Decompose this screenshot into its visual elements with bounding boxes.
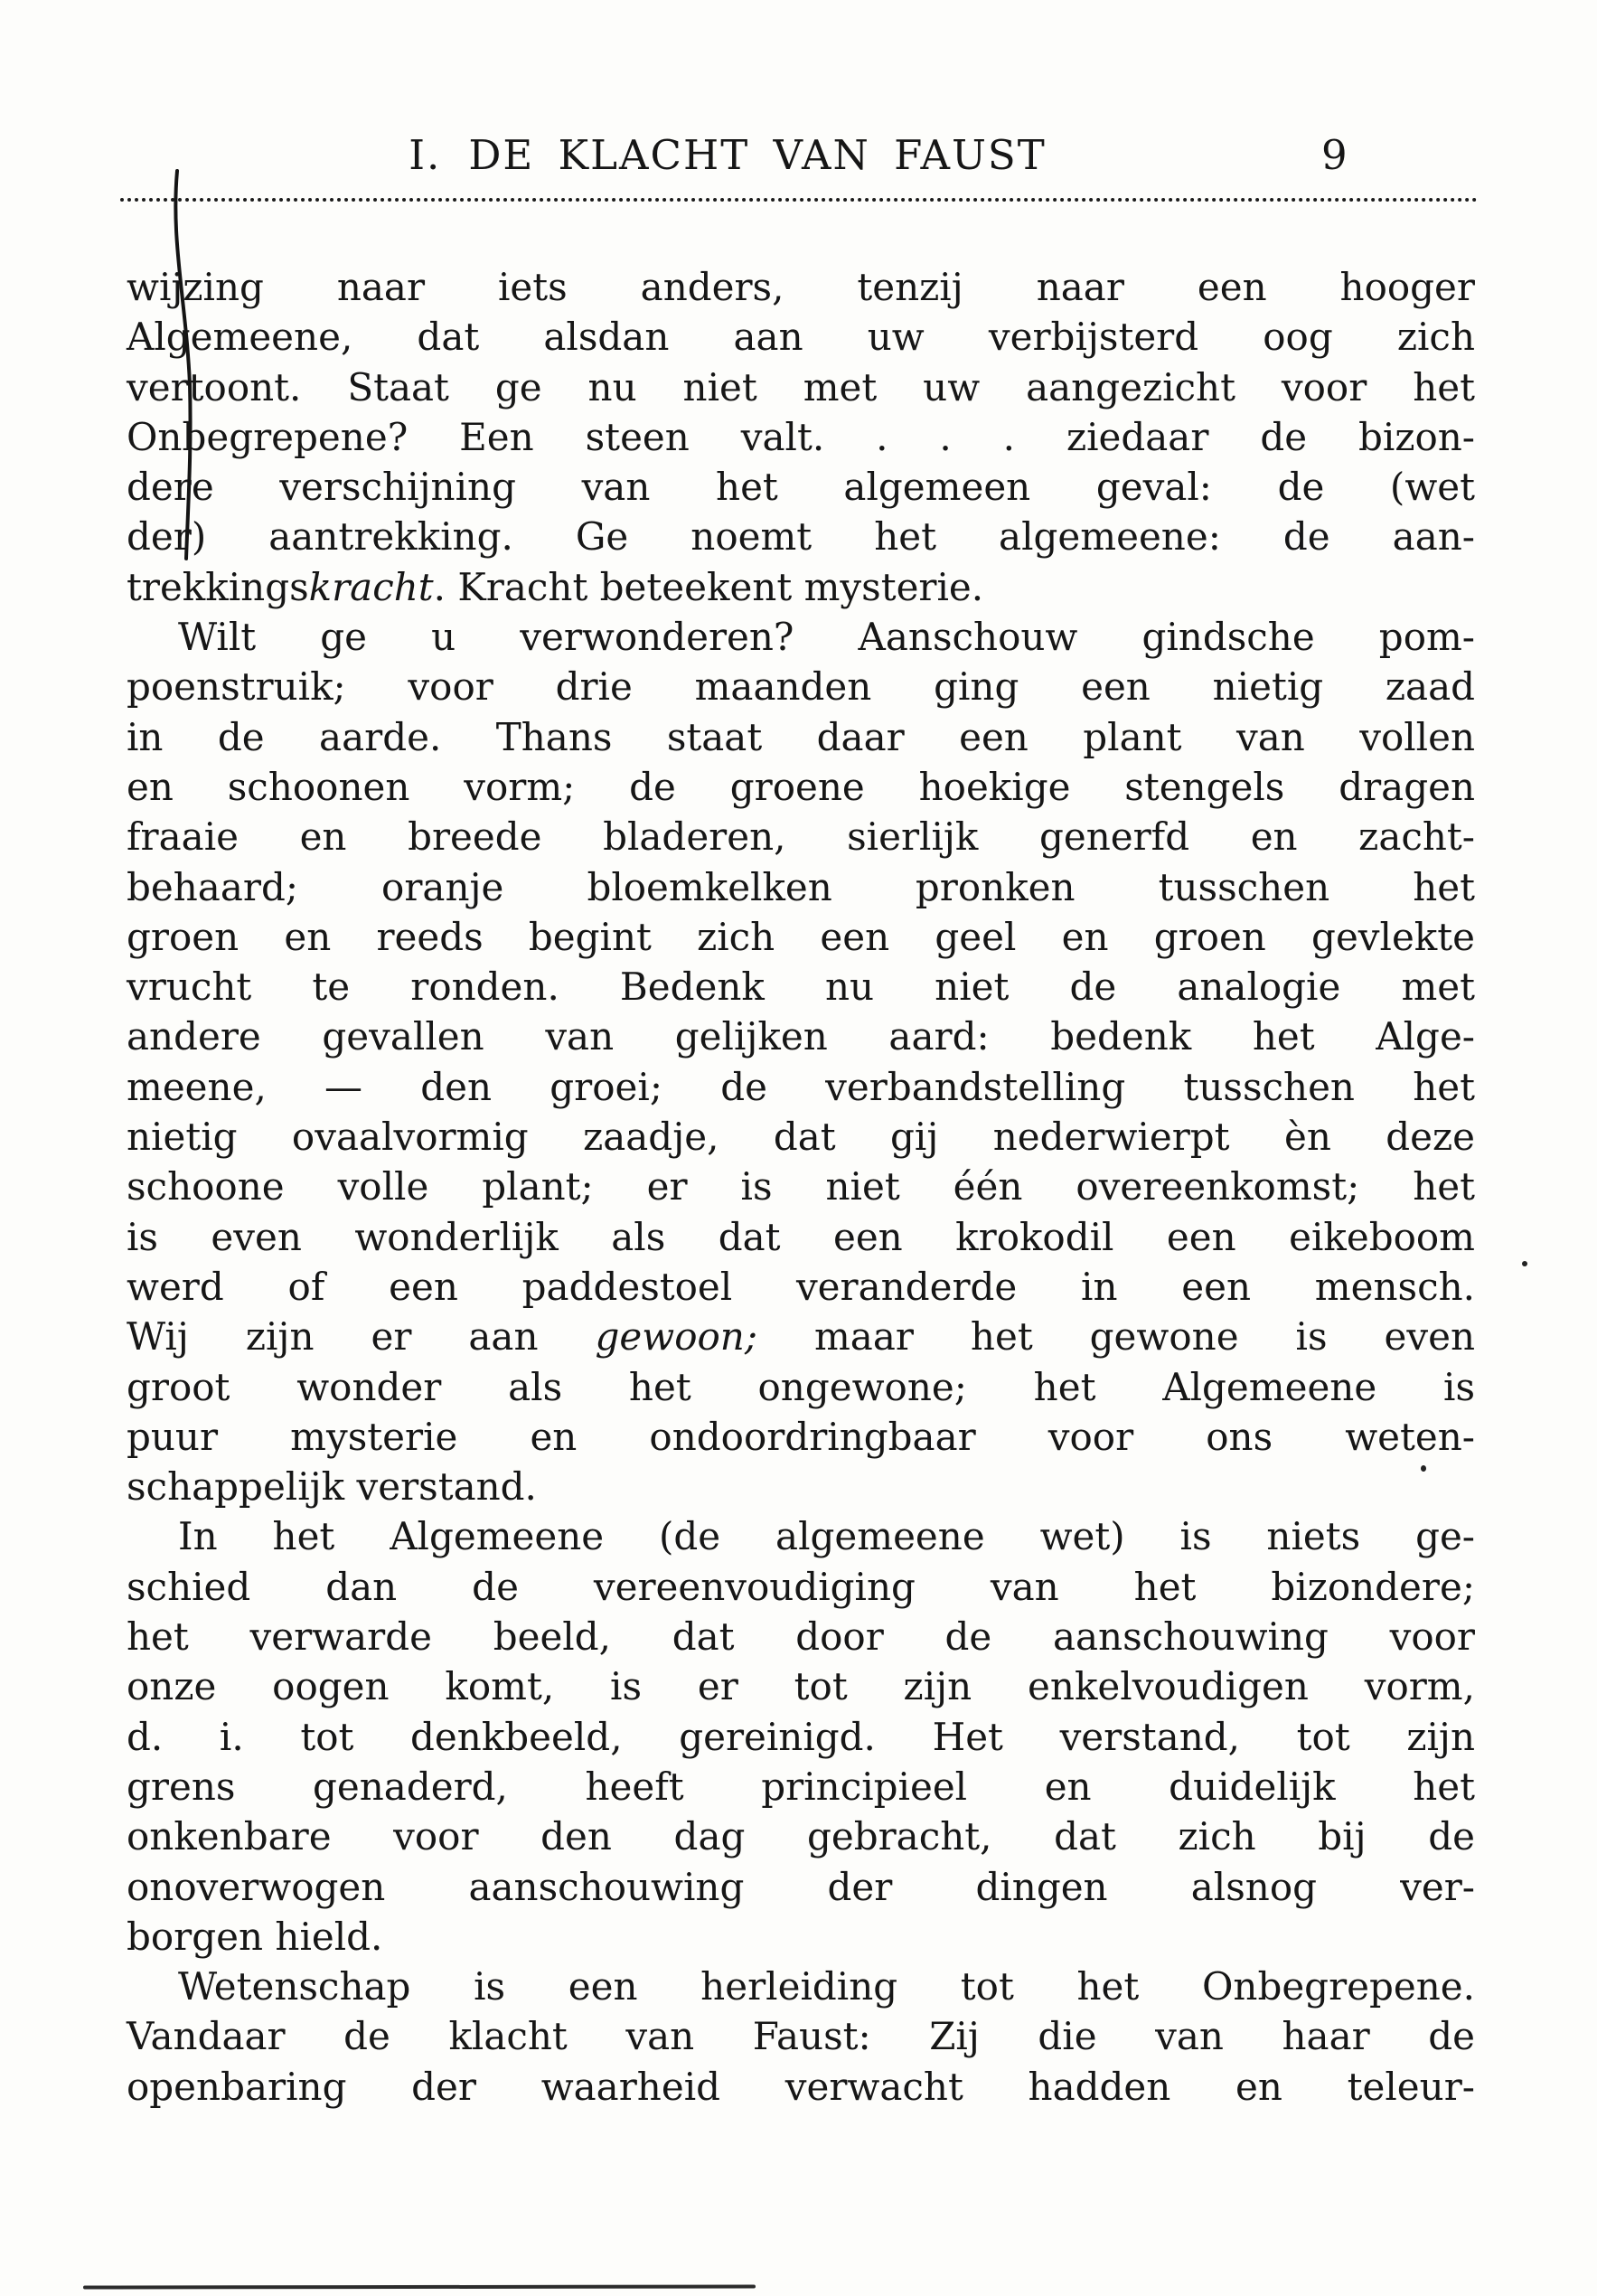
text-segment: grens genaderd, heeft principieel en duidelijk het: [127, 1764, 1475, 1809]
ink-speck: [1522, 1261, 1527, 1266]
text-line: [127, 1262, 1475, 1312]
text-line: [127, 662, 1475, 711]
page-header: [0, 132, 1455, 179]
text-segment: d. i. tot denkbeeld, gereinigd. Het verstand, tot zijn: [127, 1714, 1475, 1759]
text-segment: het verwarde beeld, dat door de aanschouwing voor: [127, 1614, 1475, 1660]
text-segment: puur mysterie en ondoordringbaar voor ons weten-: [127, 1414, 1475, 1459]
text-line: [127, 1962, 1475, 2011]
text-segment: vrucht te ronden. Bedenk nu niet de analogie met: [127, 965, 1475, 1010]
text-line: [127, 1062, 1475, 1112]
text-segment: maar het gewone is even: [756, 1314, 1475, 1360]
text-segment: onze oogen komt, is er tot zijn enkelvoudigen vorm,: [127, 1664, 1475, 1709]
text-line: [127, 1562, 1475, 1612]
text-line: [127, 1712, 1475, 1762]
text-segment: en schoonen vorm; de groene hoekige stengels dragen: [127, 764, 1475, 809]
text-segment: groen en reeds begint zich een geel en groen gevlekte: [127, 914, 1475, 959]
text-line: [127, 762, 1475, 812]
text-line: [127, 962, 1475, 1012]
body-text: [127, 262, 1475, 2112]
text-segment: Vandaar de klacht van Faust: Zij die van haar de: [127, 2014, 1475, 2059]
text-line: [127, 812, 1475, 861]
text-segment: vertoont. Staat ge nu niet met uw aangezicht voor het: [127, 364, 1475, 409]
text-line: [127, 1012, 1475, 1061]
text-segment: der) aantrekking. Ge noemt het algemeene: de aan-: [127, 514, 1475, 560]
text-segment: behaard; oranje bloemkelken pronken tusschen het: [127, 864, 1475, 909]
text-line: [127, 512, 1475, 561]
text-segment: werd of een paddestoel veranderde in een mensch.: [127, 1264, 1475, 1309]
text-segment: wijzing naar iets anders, tenzij naar een hooger: [127, 265, 1475, 309]
italic-text: kracht: [308, 564, 434, 609]
text-line: [127, 1462, 1475, 1511]
text-line: [127, 312, 1475, 362]
text-line: [127, 612, 1475, 662]
text-segment: poenstruik; voor drie maanden ging een nietig zaad: [127, 664, 1475, 710]
text-line: [127, 712, 1475, 762]
scan-artifact-line: [83, 2284, 756, 2289]
text-line: [127, 2011, 1475, 2061]
chapter-number: I.: [409, 131, 442, 179]
italic-text: gewoon;: [595, 1314, 757, 1360]
dotted-rule: [120, 198, 1478, 202]
text-line: [127, 1811, 1475, 1861]
text-segment: Algemeene, dat alsdan aan uw verbijsterd oog zich: [127, 315, 1475, 360]
chapter-title: DE KLACHT VAN FAUST: [468, 131, 1047, 179]
text-segment: groot wonder als het ongewone; het Algemeene is: [127, 1364, 1475, 1409]
text-line: [127, 1762, 1475, 1811]
text-line: [127, 1412, 1475, 1462]
text-segment: schoone volle plant; er is niet één overeenkomst; het: [127, 1164, 1475, 1209]
text-line: [127, 2062, 1475, 2112]
text-segment: andere gevallen van gelijken aard: bedenk het Alge-: [127, 1014, 1475, 1059]
text-line: [127, 1312, 1475, 1361]
text-line: [127, 1661, 1475, 1711]
text-segment: Wetenschap is een herleiding tot het Onbegrepene.: [178, 1964, 1475, 2009]
text-segment: onoverwogen aanschouwing der dingen alsnog ver-: [127, 1864, 1475, 1909]
text-segment: Wij zijn er aan: [127, 1314, 596, 1360]
text-segment: in de aarde. Thans staat daar een plant van vollen: [127, 714, 1475, 759]
text-segment: dere verschijning van het algemeen geval: de (wet: [127, 465, 1475, 510]
text-segment: In het Algemeene (de algemeene wet) is niets ge-: [178, 1514, 1475, 1559]
text-segment: schappelijk verstand.: [127, 1464, 537, 1510]
page-number: 9: [1321, 131, 1348, 179]
text-line: [127, 862, 1475, 912]
text-segment: trekkings: [127, 564, 309, 609]
text-segment: fraaie en breede bladeren, sierlijk generfd en zacht-: [127, 814, 1475, 860]
text-line: [127, 1162, 1475, 1211]
text-segment: . Kracht beteekent mysterie.: [433, 564, 984, 609]
text-line: [127, 462, 1475, 512]
text-line: [127, 1112, 1475, 1162]
text-segment: meene, — den groei; de verbandstelling tusschen het: [127, 1064, 1475, 1109]
text-segment: borgen hield.: [127, 1914, 383, 1959]
text-line: [127, 1511, 1475, 1561]
text-line: [127, 562, 1475, 612]
text-segment: schied dan de vereenvoudiging van het bizondere;: [127, 1564, 1475, 1609]
text-segment: onkenbare voor den dag gebracht, dat zich bij de: [127, 1814, 1475, 1859]
text-line: [127, 412, 1475, 462]
text-segment: Wilt ge u verwonderen? Aanschouw gindsche pom-: [178, 615, 1475, 660]
text-line: [127, 262, 1475, 312]
text-line: [127, 1912, 1475, 1962]
text-line: [127, 362, 1475, 412]
text-segment: nietig ovaalvormig zaadje, dat gij nederwierpt èn deze: [127, 1115, 1475, 1160]
text-segment: Onbegrepene? Een steen valt. . . . ziedaar de bizon-: [127, 414, 1475, 459]
text-line: [127, 912, 1475, 962]
text-segment: openbaring der waarheid verwacht hadden en teleur-: [127, 2064, 1475, 2109]
text-segment: is even wonderlijk als dat een krokodil een eikeboom: [127, 1214, 1475, 1259]
text-line: [127, 1362, 1475, 1412]
text-line: [127, 1612, 1475, 1661]
ink-speck: [1421, 1465, 1426, 1472]
text-line: [127, 1862, 1475, 1912]
text-line: [127, 1212, 1475, 1262]
